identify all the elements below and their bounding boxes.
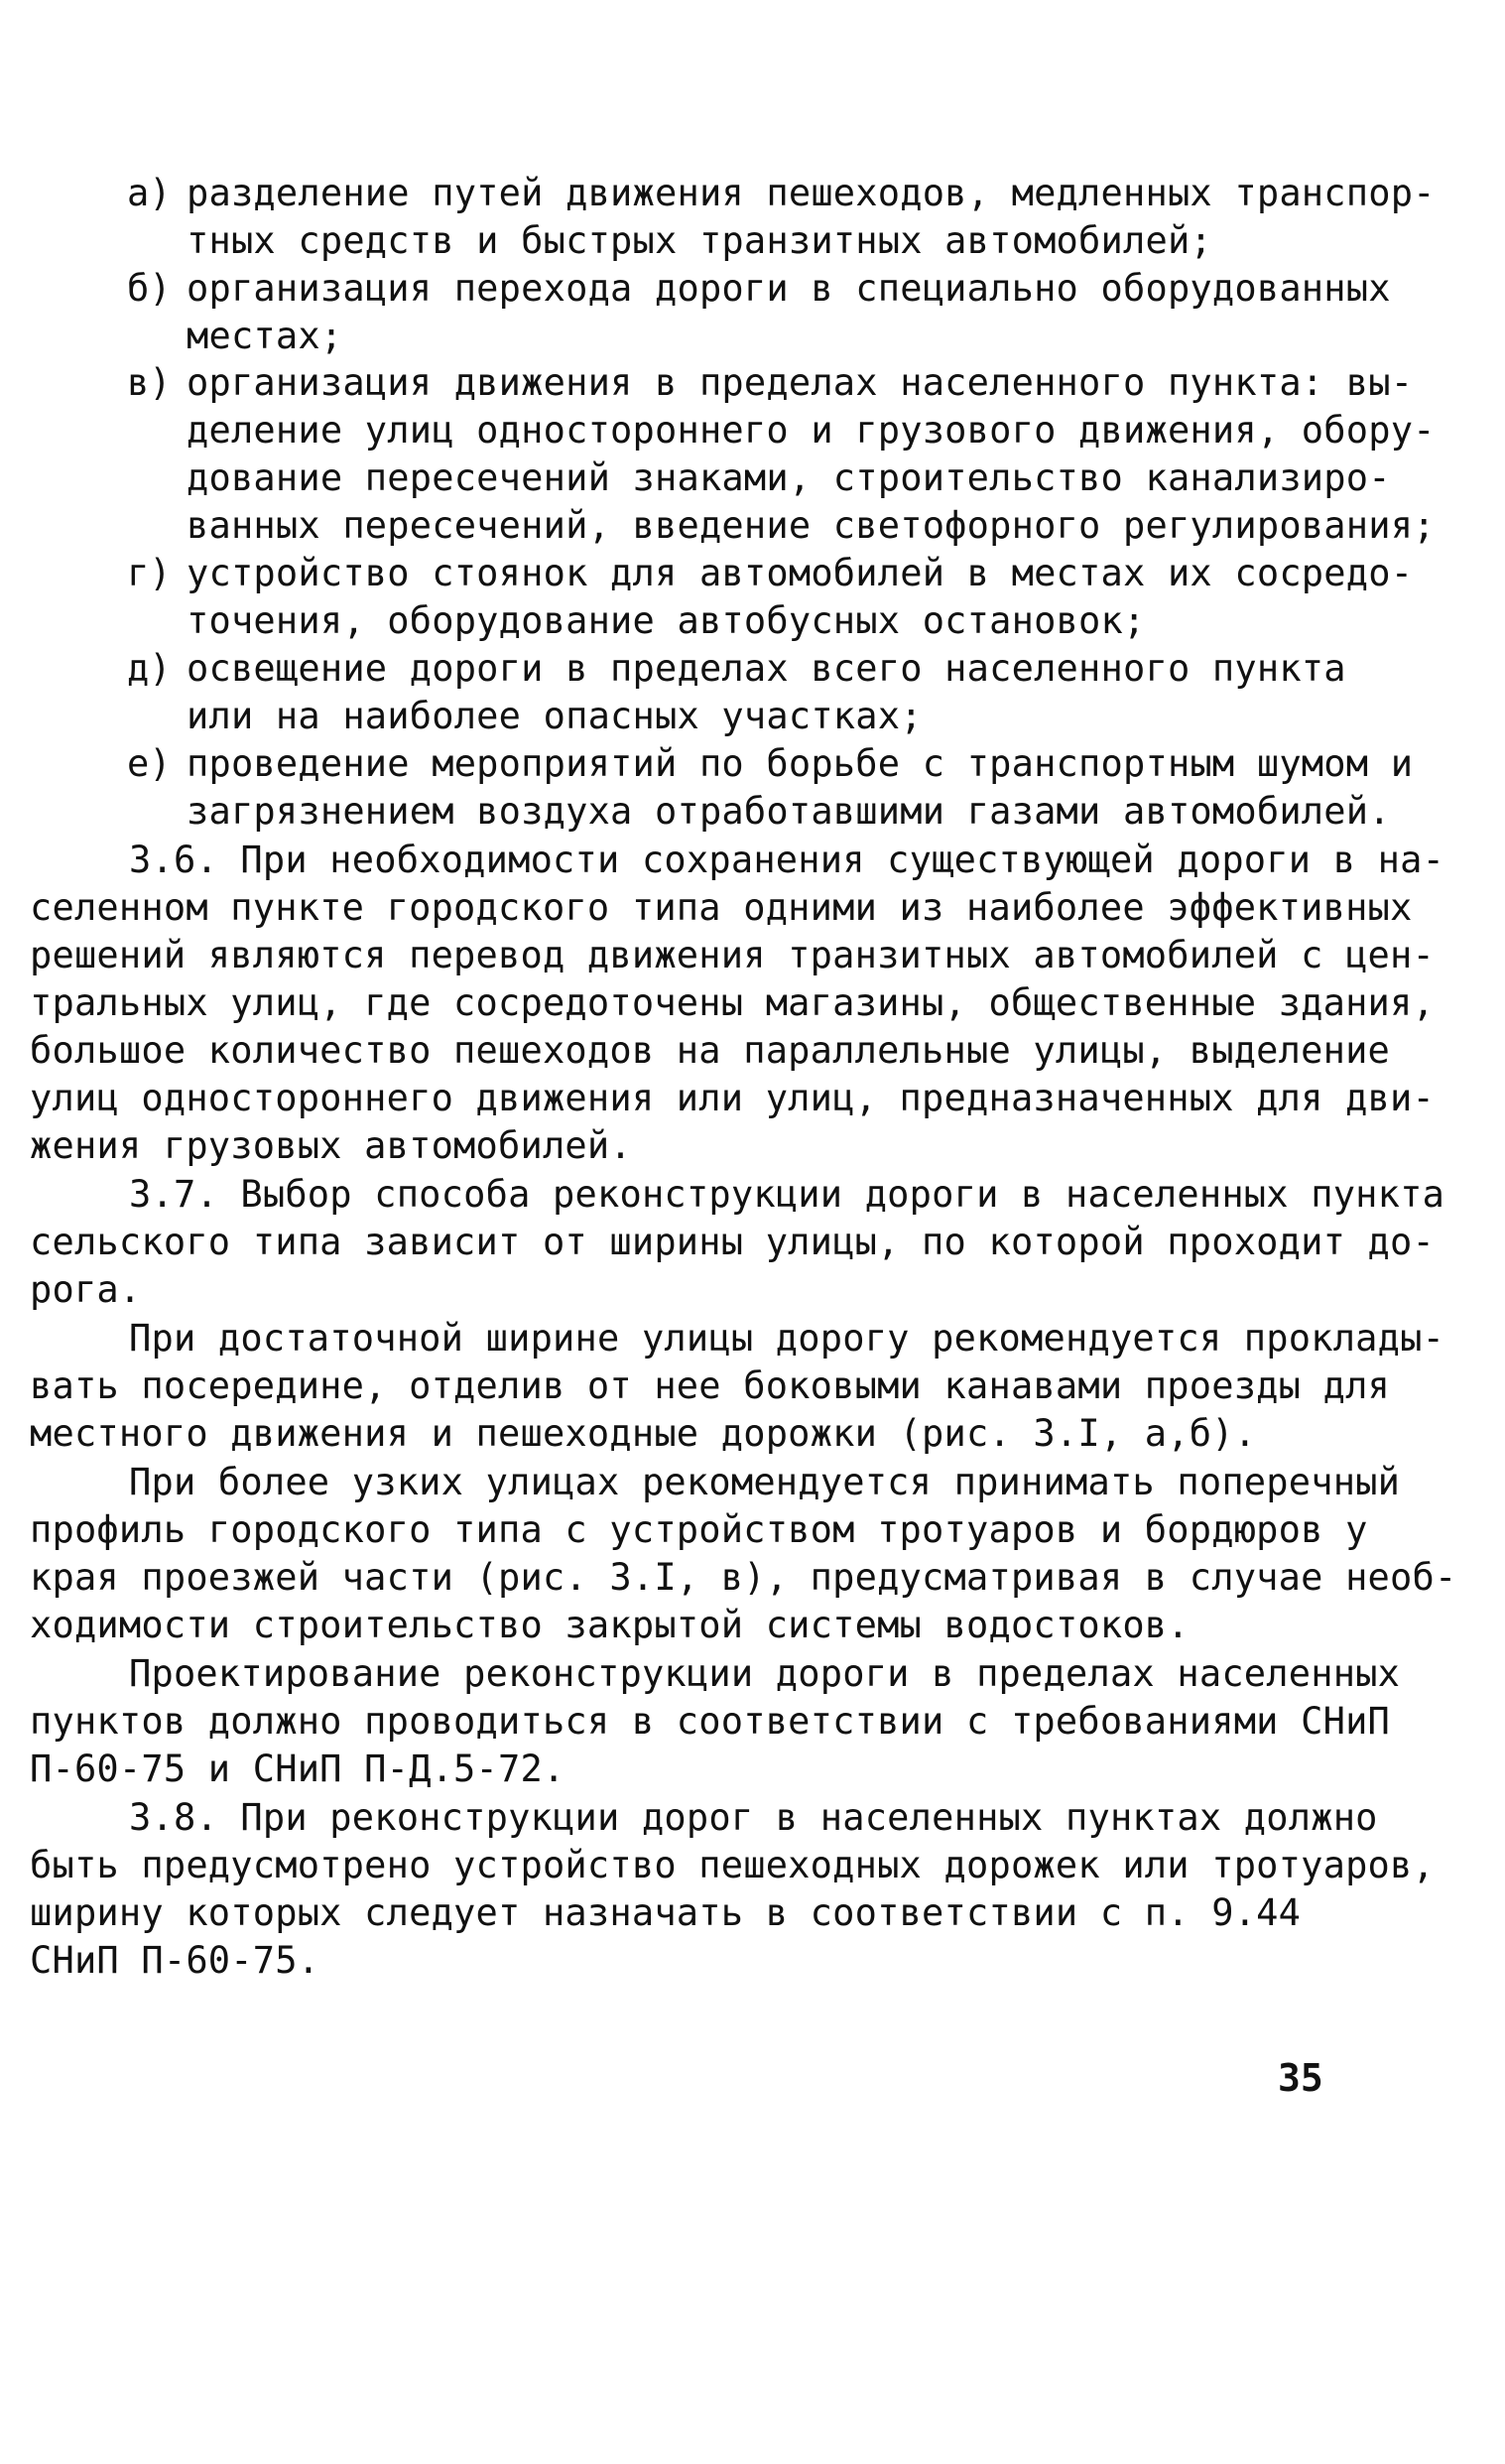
- paragraph-wide-street-line-2: вать посередине, отделив от нее боковыми канавами проезды для: [30, 1364, 1391, 1407]
- paragraph-design-line-2: пунктов должно проводиться в соответствии с требованиями СНиП: [30, 1700, 1391, 1743]
- paragraph-3-6-line-6: улиц одностороннего движения или улиц, предназначенных для дви-: [30, 1077, 1435, 1119]
- list-item-e-line-1: проведение мероприятий по борьбе с транспортным шумом и: [187, 742, 1414, 785]
- list-item-g-line-2: точения, оборудование автобусных остановок;: [187, 599, 1146, 642]
- paragraph-narrow-street-line-2: профиль городского типа с устройством тротуаров и бордюров у: [30, 1508, 1368, 1551]
- paragraph-3-7-line-1: 3.7. Выбор способа реконструкции дороги в населенных пункта: [129, 1173, 1445, 1216]
- paragraph-narrow-street-line-1: При более узких улицах рекомендуется принимать поперечный: [129, 1461, 1401, 1503]
- paragraph-3-8-line-2: быть предусмотрено устройство пешеходных дорожек или тротуаров,: [30, 1844, 1435, 1886]
- list-item-v-line-4: ванных пересечений, введение светофорного регулирования;: [187, 504, 1436, 547]
- paragraph-wide-street-line-3: местного движения и пешеходные дорожки (рис. 3.I, а,б).: [30, 1412, 1257, 1455]
- paragraph-3-8-line-3: ширину которых следует назначать в соответствии с п. 9.44: [30, 1891, 1302, 1934]
- list-marker-a: а): [127, 172, 172, 214]
- list-item-v-line-2: деление улиц одностороннего и грузового движения, обору-: [187, 409, 1436, 452]
- list-item-a-line-2: тных средств и быстрых транзитных автомобилей;: [187, 219, 1212, 262]
- paragraph-3-6-line-7: жения грузовых автомобилей.: [30, 1124, 632, 1167]
- page-number: 35: [1278, 2056, 1323, 2100]
- paragraph-3-7-line-2: сельского типа зависит от ширины улицы, по которой проходит до-: [30, 1221, 1435, 1263]
- list-marker-d: д): [127, 647, 172, 690]
- paragraph-3-7-line-3: рога.: [30, 1268, 142, 1311]
- list-item-b-line-2: местах;: [187, 315, 343, 357]
- paragraph-3-6-line-5: большое количество пешеходов на параллельные улицы, выделение: [30, 1029, 1391, 1072]
- paragraph-3-8-line-1: 3.8. При реконструкции дорог в населенных пунктах должно: [129, 1796, 1378, 1839]
- paragraph-3-6-line-1: 3.6. При необходимости сохранения существующей дороги в на-: [129, 839, 1445, 881]
- list-item-d-line-1: освещение дороги в пределах всего населенного пункта: [187, 647, 1346, 690]
- list-item-v-line-3: дование пересечений знаками, строительство канализиро-: [187, 456, 1391, 499]
- list-item-a-line-1: разделение путей движения пешеходов, медленных транспор-: [187, 172, 1436, 214]
- list-item-d-line-2: или на наиболее опасных участках;: [187, 695, 923, 737]
- paragraph-design-line-1: Проектирование реконструкции дороги в пределах населенных: [129, 1652, 1401, 1695]
- paragraph-3-8-line-4: СНиП П-60-75.: [30, 1939, 320, 1982]
- paragraph-narrow-street-line-3: края проезжей части (рис. 3.I, в), предусматривая в случае необ-: [30, 1556, 1457, 1599]
- paragraph-3-6-line-3: решений являются перевод движения транзитных автомобилей с цен-: [30, 934, 1435, 976]
- list-item-v-line-1: организация движения в пределах населенного пункта: вы-: [187, 361, 1414, 404]
- paragraph-3-6-line-2: селенном пункте городского типа одними из наиболее эффективных: [30, 886, 1413, 929]
- list-marker-g: г): [127, 552, 172, 594]
- paragraph-design-line-3: П-60-75 и СНиП П-Д.5-72.: [30, 1748, 565, 1790]
- list-marker-e: е): [127, 742, 172, 785]
- paragraph-narrow-street-line-4: ходимости строительство закрытой системы водостоков.: [30, 1604, 1190, 1646]
- list-item-e-line-2: загрязнением воздуха отработавшими газами автомобилей.: [187, 790, 1391, 833]
- list-marker-b: б): [127, 267, 172, 310]
- list-item-g-line-1: устройство стоянок для автомобилей в местах их сосредо-: [187, 552, 1414, 594]
- list-marker-v: в): [127, 361, 172, 404]
- list-item-b-line-1: организация перехода дороги в специально оборудованных: [187, 267, 1391, 310]
- paragraph-3-6-line-4: тральных улиц, где сосредоточены магазины, общественные здания,: [30, 981, 1435, 1024]
- paragraph-wide-street-line-1: При достаточной ширине улицы дорогу рекомендуется проклады-: [129, 1317, 1445, 1360]
